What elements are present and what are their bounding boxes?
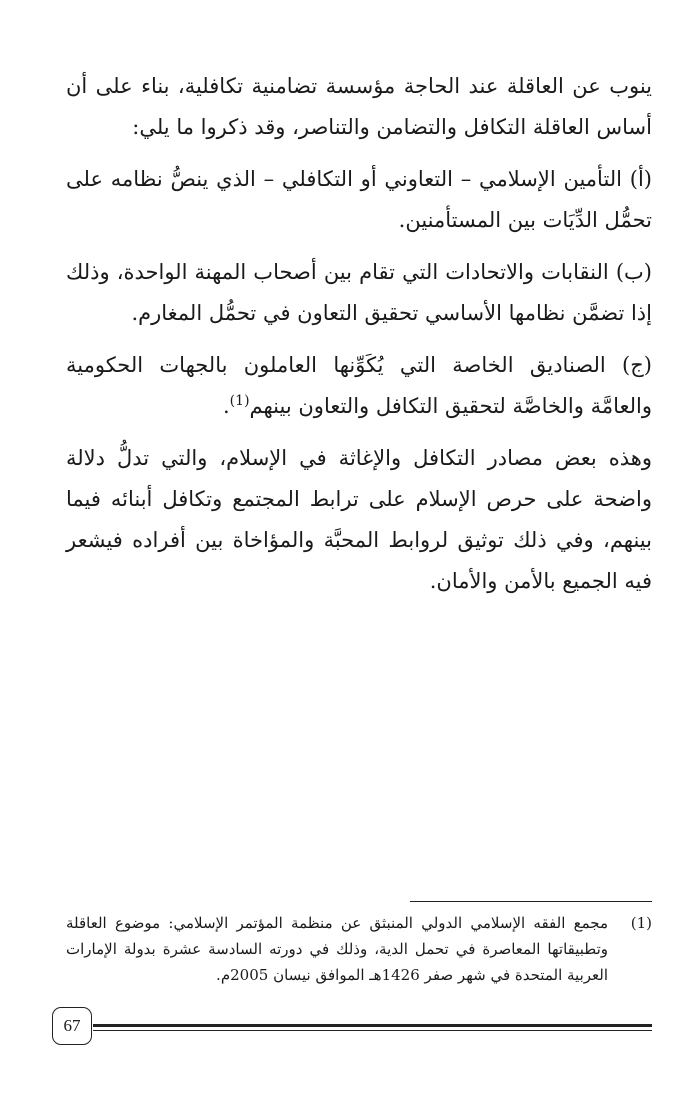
footer-rule-thick bbox=[93, 1024, 652, 1027]
conclusion-paragraph: وهذه بعض مصادر التكافل والإغاثة في الإسلام، والتي تدلُّ دلالة واضحة على حرص الإسلام على ترابط المجتمع وتكافل أبنائه فيما بينهم، وفي ذلك توثيق لروابط المحبَّة والمؤاخاة بين أفراده فيشعر فيه الجميع بالأمن والأمان. bbox=[66, 446, 652, 593]
intro-paragraph: ينوب عن العاقلة عند الحاجة مؤسسة تضامنية تكافلية، بناء على أن أساس العاقلة التكافل والتضامن والتناصر، وقد ذكروا ما يلي: bbox=[66, 74, 652, 139]
page-footer bbox=[52, 1007, 652, 1047]
footer-rule-thin bbox=[93, 1030, 652, 1031]
page-number: 67 bbox=[52, 1007, 92, 1045]
footnote-separator bbox=[410, 901, 652, 902]
main-text bbox=[66, 66, 652, 613]
item-c-paragraph bbox=[66, 345, 652, 427]
footnote-text: مجمع الفقه الإسلامي الدولي المنبثق عن منظمة المؤتمر الإسلامي: موضوع العاقلة وتطبيقاتها المعاصرة في تحمل الدية، وذلك في دورته السادسة عشرة بدولة الإمارات العربية المتحدة في شهر صفر 1426هـ الموافق نيسان 2005م. bbox=[66, 914, 608, 984]
footnote-number: (1) bbox=[630, 914, 652, 932]
item-b-paragraph: (ب) النقابات والاتحادات التي تقام بين أصحاب المهنة الواحدة، وذلك إذا تضمَّن نظامها الأساسي تحقيق التعاون في تحمُّل المغارم. bbox=[66, 260, 652, 325]
item-c-text: (ج) الصناديق الخاصة التي يُكَوِّنها العاملون بالجهات الحكومية والعامَّة والخاصَّة لتحقيق التكافل والتعاون بينهم bbox=[66, 353, 652, 418]
footnote-reference[interactable]: (1) bbox=[229, 393, 250, 409]
item-c-end: . bbox=[222, 394, 230, 418]
footnote bbox=[66, 910, 652, 988]
item-a-paragraph: (أ) التأمين الإسلامي – التعاوني أو التكافلي – الذي ينصُّ نظامه على تحمُّل الدِّيَات بين المستأمنين. bbox=[66, 167, 652, 232]
